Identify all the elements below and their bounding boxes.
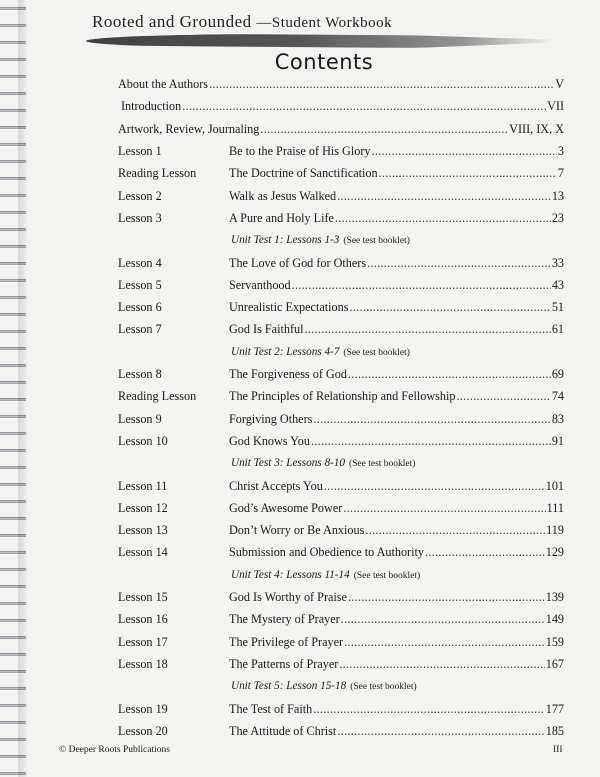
dot-leader — [304, 320, 550, 338]
toc-page-number: 3 — [557, 144, 564, 158]
unit-test-label: Unit Test 4: Lessons 11-14 — [231, 568, 350, 581]
lesson-title: God Knows You — [229, 433, 310, 448]
dot-leader — [348, 365, 551, 383]
toc-page-number: 149 — [545, 612, 564, 627]
toc-lesson-row — [118, 187, 564, 205]
toc-lesson-row — [118, 209, 564, 227]
lesson-label: Lesson 7 — [118, 322, 162, 337]
unit-test-booklet-note: (See test booklet) — [353, 570, 421, 581]
dot-leader — [324, 477, 545, 495]
toc-page-number: 119 — [546, 523, 564, 538]
toc-entry-title: Introduction — [121, 99, 182, 113]
lesson-title: The Love of God for Others — [229, 255, 367, 270]
lesson-label: Lesson 10 — [118, 433, 168, 448]
lesson-label: Lesson 17 — [118, 634, 168, 649]
lesson-title: Be to the Praise of His Glory — [229, 144, 371, 158]
toc-front-matter-row — [118, 120, 564, 138]
lesson-label: Lesson 18 — [118, 656, 168, 671]
lesson-title: Submission and Obedience to Authority — [229, 545, 424, 560]
unit-test-note — [231, 234, 410, 246]
toc-page-number: 177 — [545, 701, 564, 716]
toc-page-number: 7 — [557, 166, 564, 181]
lesson-label: Reading Lesson — [118, 166, 197, 181]
toc-page-number: 129 — [545, 545, 564, 560]
lesson-title: Walk as Jesus Walked — [229, 188, 337, 203]
unit-test-label: Unit Test 3: Lessons 8-10 — [231, 457, 345, 470]
toc-lesson-row — [118, 410, 564, 428]
lesson-title: The Patterns of Prayer — [229, 656, 339, 671]
dot-leader — [341, 610, 545, 628]
toc-lesson-row — [118, 610, 564, 628]
toc-page-number: 159 — [545, 634, 564, 649]
lesson-label: Lesson 6 — [118, 300, 162, 315]
toc-lesson-row — [118, 722, 564, 740]
toc-page-number: 167 — [545, 656, 564, 671]
lesson-label: Lesson 13 — [118, 523, 168, 538]
dot-leader — [209, 75, 554, 93]
lesson-label: Reading Lesson — [118, 389, 197, 404]
dot-leader — [335, 209, 551, 227]
toc-lesson-row — [118, 142, 564, 160]
toc-entry-title: About the Authors — [118, 77, 209, 91]
dot-leader — [348, 588, 545, 606]
dot-leader — [367, 254, 551, 272]
toc-page-number: 43 — [551, 277, 564, 292]
lesson-title: Don’t Worry or Be Anxious — [229, 523, 365, 538]
unit-test-label: Unit Test 1: Lessons 1-3 — [231, 234, 340, 247]
unit-test-label: Unit Test 5: Lesson 15-18 — [231, 680, 347, 693]
toc-lesson-row — [118, 276, 564, 294]
lesson-label: Lesson 4 — [118, 255, 162, 270]
toc-page-number: 51 — [551, 300, 564, 315]
dot-leader — [311, 432, 551, 450]
dot-leader — [313, 700, 545, 718]
lesson-title: The Test of Faith — [229, 701, 313, 716]
toc-lesson-row — [118, 432, 564, 450]
toc-lesson-row — [118, 700, 564, 718]
toc-page-number: VIII, IX, X — [509, 122, 564, 136]
toc-lesson-row — [118, 365, 564, 383]
lesson-title: The Attitude of Christ — [229, 723, 337, 738]
dot-leader — [365, 521, 545, 539]
lesson-label: Lesson 16 — [118, 612, 168, 627]
lesson-label: Lesson 8 — [118, 367, 162, 381]
dot-leader — [260, 120, 508, 138]
toc-lesson-row — [118, 521, 564, 539]
dot-leader — [182, 97, 546, 115]
dot-leader — [337, 187, 551, 205]
unit-test-booklet-note: (See test booklet) — [350, 682, 417, 693]
toc-page-number: 33 — [551, 255, 564, 270]
lesson-title: Christ Accepts You — [229, 478, 323, 493]
toc-lesson-row — [118, 499, 564, 517]
dot-leader — [292, 276, 551, 294]
footer-page-number: III — [553, 745, 563, 755]
toc-page-number: 111 — [546, 500, 564, 515]
toc-page-number: 139 — [545, 590, 564, 604]
lesson-title: God’s Awesome Power — [229, 500, 343, 515]
toc-lesson-row — [118, 320, 564, 338]
unit-test-note — [231, 346, 410, 358]
lesson-title: The Forgiveness of God — [229, 367, 347, 381]
unit-test-booklet-note: (See test booklet) — [348, 459, 416, 470]
toc-page-number: 74 — [551, 389, 564, 404]
dot-leader — [343, 499, 545, 517]
lesson-label: Lesson 14 — [118, 545, 168, 560]
lesson-label: Lesson 3 — [118, 210, 162, 225]
toc-page-number: V — [555, 77, 564, 91]
lesson-title: Unrealistic Expectations — [229, 300, 349, 315]
lesson-label: Lesson 5 — [118, 277, 162, 292]
unit-test-booklet-note: (See test booklet) — [343, 236, 410, 247]
dot-leader — [339, 655, 544, 673]
toc-lesson-row — [118, 164, 564, 182]
lesson-title: God Is Worthy of Praise — [229, 590, 347, 604]
lesson-label: Lesson 11 — [118, 478, 168, 493]
lesson-title: The Privilege of Prayer — [229, 634, 344, 649]
dot-leader — [349, 298, 550, 316]
lesson-title: Servanthood — [229, 277, 291, 292]
dot-leader — [372, 142, 557, 160]
toc-lesson-row — [118, 588, 564, 606]
toc-lesson-row — [118, 254, 564, 272]
unit-test-note — [231, 457, 415, 469]
dot-leader — [379, 164, 557, 182]
lesson-label: Lesson 15 — [118, 590, 168, 604]
dot-leader — [456, 387, 550, 405]
lesson-title: God Is Faithful — [229, 322, 304, 337]
header-subtitle: —Student Workbook — [256, 15, 393, 31]
lesson-label: Lesson 1 — [118, 144, 162, 158]
toc-lesson-row — [118, 387, 564, 405]
toc-lesson-row — [118, 543, 564, 561]
dot-leader — [337, 722, 544, 740]
dot-leader — [313, 410, 550, 428]
lesson-title: The Mystery of Prayer — [229, 612, 340, 627]
lesson-label: Lesson 20 — [118, 723, 168, 738]
lesson-label: Lesson 9 — [118, 411, 162, 426]
lesson-label: Lesson 12 — [118, 500, 168, 515]
toc-page-number: 101 — [545, 478, 564, 493]
unit-test-note — [231, 569, 420, 581]
toc-lesson-row — [118, 633, 564, 651]
lesson-title: The Principles of Relationship and Fellowship — [229, 389, 456, 404]
toc-page-number: 83 — [551, 411, 564, 426]
toc-page-number: 91 — [551, 433, 564, 448]
page-title: Contents — [274, 50, 374, 74]
lesson-title: A Pure and Holy Life — [229, 210, 334, 225]
lesson-label: Lesson 2 — [118, 188, 162, 203]
toc-lesson-row — [118, 298, 564, 316]
lesson-title: The Doctrine of Sanctification — [229, 166, 378, 181]
toc-front-matter-row — [121, 97, 564, 115]
dot-leader — [425, 543, 545, 561]
footer-publisher: © Deeper Roots Publications — [59, 745, 170, 755]
unit-test-label: Unit Test 2: Lessons 4-7 — [231, 345, 340, 358]
toc-page-number: 69 — [551, 367, 564, 381]
lesson-title: Forgiving Others — [229, 411, 313, 426]
toc-entry-title: Artwork, Review, Journaling — [118, 122, 260, 136]
dot-leader — [344, 633, 545, 651]
toc-page-number: VII — [547, 99, 564, 113]
unit-test-booklet-note: (See test booklet) — [343, 347, 410, 358]
toc-lesson-row — [118, 655, 564, 673]
toc-lesson-row — [118, 477, 564, 495]
header-title: Rooted and Grounded — [92, 12, 252, 31]
toc-page-number: 185 — [545, 723, 564, 738]
toc-front-matter-row — [118, 75, 564, 93]
toc-page-number: 23 — [551, 210, 564, 225]
toc-page-number: 61 — [551, 322, 564, 337]
unit-test-note — [231, 680, 417, 692]
lesson-label: Lesson 19 — [118, 701, 168, 716]
toc-page-number: 13 — [551, 188, 564, 203]
